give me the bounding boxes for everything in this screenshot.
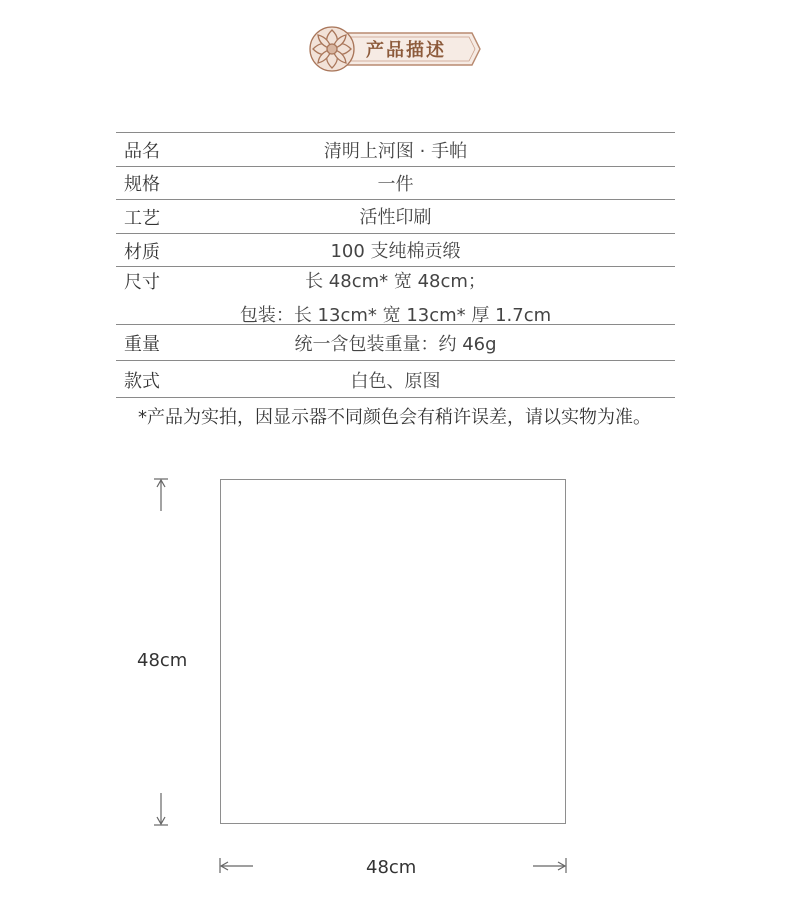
spec-label: 工艺 [124, 208, 160, 229]
spec-label: 规格 [124, 174, 160, 195]
width-dimension-label: 48cm [366, 857, 417, 878]
spec-label: 款式 [124, 371, 160, 392]
spec-label: 尺寸 [124, 272, 160, 293]
spec-value-packaging: 包装：长 13cm* 宽 13cm* 厚 1.7cm [239, 305, 552, 326]
spec-value: 长 48cm* 宽 48cm； [305, 271, 486, 292]
section-title: 产品描述 [366, 40, 446, 61]
spec-value: 一件 [377, 174, 414, 195]
spec-value: 清明上河图 · 手帕 [323, 141, 468, 162]
spec-label: 重量 [124, 334, 160, 355]
spec-value: 白色、原图 [350, 371, 441, 392]
spec-label: 材质 [124, 242, 160, 263]
spec-value: 活性印刷 [359, 207, 432, 228]
disclaimer-note: *产品为实拍，因显示器不同颜色会有稍许误差，请以实物为准。 [138, 407, 651, 428]
spec-label: 品名 [124, 141, 160, 162]
height-dimension-label: 48cm [137, 650, 188, 671]
spec-value: 统一含包装重量：约 46g [294, 334, 497, 355]
spec-value: 100 支纯棉贡缎 [330, 241, 461, 262]
